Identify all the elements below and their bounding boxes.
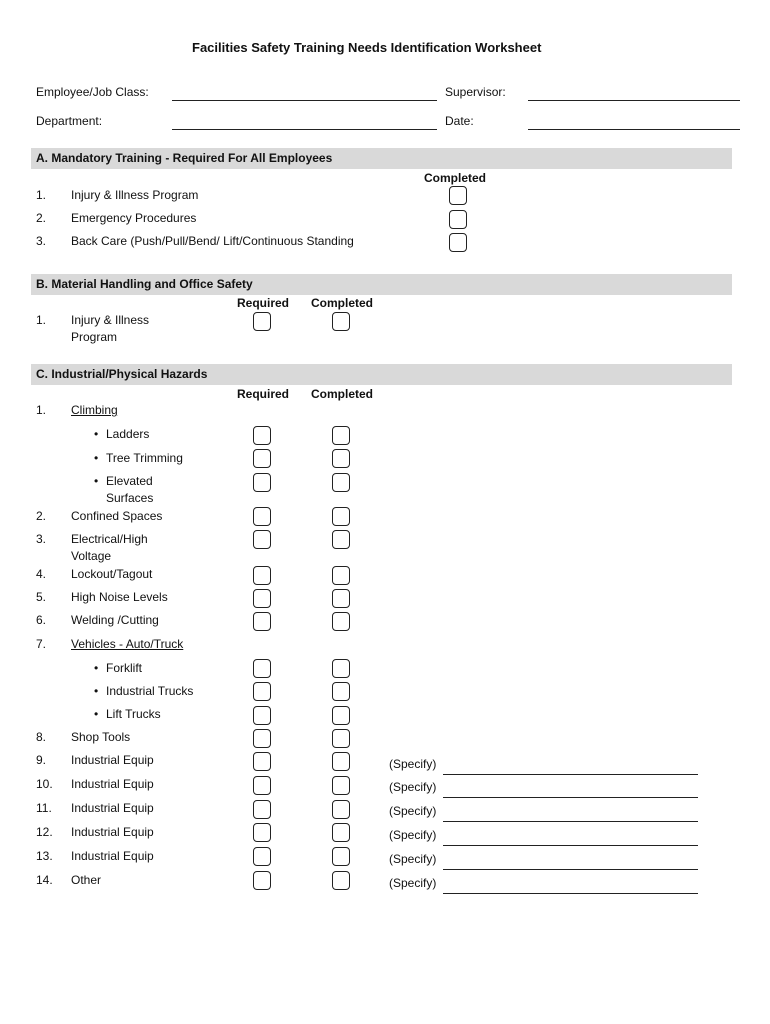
completed-checkbox[interactable] [332, 871, 350, 890]
item-label-vehicles: Vehicles - Auto/Truck [71, 637, 184, 651]
required-checkbox[interactable] [253, 507, 271, 526]
employee-field[interactable] [172, 100, 437, 101]
completed-checkbox[interactable] [332, 473, 350, 492]
required-checkbox[interactable] [253, 729, 271, 748]
item-label: Confined Spaces [71, 509, 163, 523]
completed-checkbox[interactable] [332, 449, 350, 468]
page-title: Facilities Safety Training Needs Identification Worksheet [192, 40, 542, 55]
required-checkbox[interactable] [253, 823, 271, 842]
required-checkbox[interactable] [253, 847, 271, 866]
item-number: 7. [36, 637, 47, 651]
required-checkbox[interactable] [253, 800, 271, 819]
completed-checkbox[interactable] [332, 729, 350, 748]
section-c-completed-header: Completed [311, 387, 374, 401]
specify-field[interactable] [443, 869, 698, 870]
completed-checkbox[interactable] [449, 186, 467, 205]
supervisor-field[interactable] [528, 100, 740, 101]
item-number: 11. [36, 801, 52, 815]
specify-label: (Specify) [389, 757, 437, 771]
sub-item-lift-trucks: Lift Trucks [106, 707, 161, 721]
completed-checkbox[interactable] [332, 682, 350, 701]
completed-checkbox[interactable] [332, 612, 350, 631]
completed-checkbox[interactable] [332, 706, 350, 725]
required-checkbox[interactable] [253, 566, 271, 585]
item-number: 6. [36, 613, 47, 627]
item-number: 2. [36, 211, 47, 225]
section-c-required-header: Required [237, 387, 290, 401]
sub-item-forklift: Forklift [106, 661, 142, 675]
section-b-completed-header: Completed [311, 296, 374, 310]
bullet: • [94, 474, 99, 488]
completed-checkbox[interactable] [449, 210, 467, 229]
completed-checkbox[interactable] [332, 507, 350, 526]
specify-field[interactable] [443, 774, 698, 775]
date-label: Date: [445, 114, 474, 128]
item-number: 2. [36, 509, 47, 523]
item-number: 1. [36, 188, 47, 202]
required-checkbox[interactable] [253, 659, 271, 678]
completed-checkbox[interactable] [332, 659, 350, 678]
section-a-completed-header: Completed [424, 171, 487, 185]
item-label: Electrical/High Voltage [71, 532, 148, 563]
specify-field[interactable] [443, 893, 698, 894]
sub-item-tree-trimming: Tree Trimming [106, 451, 183, 465]
required-checkbox[interactable] [253, 589, 271, 608]
employee-label: Employee/Job Class: [36, 85, 149, 99]
section-a-title: A. Mandatory Training - Required For All Employees [36, 151, 333, 165]
item-label: Industrial Equip [71, 801, 154, 815]
required-checkbox[interactable] [253, 612, 271, 631]
item-number: 8. [36, 730, 47, 744]
item-label: Welding /Cutting [71, 613, 159, 627]
completed-checkbox[interactable] [332, 776, 350, 795]
item-number: 1. [36, 403, 47, 417]
required-checkbox[interactable] [253, 473, 271, 492]
item-number: 14. [36, 873, 53, 887]
required-checkbox[interactable] [253, 682, 271, 701]
bullet: • [94, 684, 99, 698]
required-checkbox[interactable] [253, 871, 271, 890]
item-label: Industrial Equip [71, 777, 154, 791]
completed-checkbox[interactable] [332, 589, 350, 608]
specify-field[interactable] [443, 797, 698, 798]
department-field[interactable] [172, 129, 437, 130]
completed-checkbox[interactable] [332, 312, 350, 331]
item-label: Other [71, 873, 102, 887]
item-number: 10. [36, 777, 53, 791]
item-label: Industrial Equip [71, 849, 154, 863]
sub-item-industrial-trucks: Industrial Trucks [106, 684, 194, 698]
completed-checkbox[interactable] [332, 426, 350, 445]
item-number: 13. [36, 849, 53, 863]
bullet: • [94, 451, 99, 465]
item-label: Injury & Illness Program [71, 188, 199, 202]
completed-checkbox[interactable] [449, 233, 467, 252]
item-label: Injury & Illness Program [71, 313, 150, 344]
item-label: Lockout/Tagout [71, 567, 153, 581]
item-label: Back Care (Push/Pull/Bend/ Lift/Continuous Standing [71, 234, 354, 248]
item-label: Emergency Procedures [71, 211, 197, 225]
completed-checkbox[interactable] [332, 752, 350, 771]
section-b-required-header: Required [237, 296, 290, 310]
required-checkbox[interactable] [253, 426, 271, 445]
required-checkbox[interactable] [253, 530, 271, 549]
completed-checkbox[interactable] [332, 530, 350, 549]
specify-label: (Specify) [389, 780, 437, 794]
item-number: 1. [36, 313, 47, 327]
item-label-climbing: Climbing [71, 403, 118, 417]
specify-field[interactable] [443, 845, 698, 846]
specify-field[interactable] [443, 821, 698, 822]
item-number: 3. [36, 532, 47, 546]
specify-label: (Specify) [389, 804, 437, 818]
section-b-title: B. Material Handling and Office Safety [36, 277, 253, 291]
specify-label: (Specify) [389, 876, 437, 890]
completed-checkbox[interactable] [332, 566, 350, 585]
item-number: 5. [36, 590, 47, 604]
date-field[interactable] [528, 129, 740, 130]
bullet: • [94, 427, 99, 441]
required-checkbox[interactable] [253, 312, 271, 331]
item-number: 3. [36, 234, 47, 248]
department-label: Department: [36, 114, 103, 128]
required-checkbox[interactable] [253, 706, 271, 725]
bullet: • [94, 661, 99, 675]
section-c-title: C. Industrial/Physical Hazards [36, 367, 208, 381]
item-label: Shop Tools [71, 730, 131, 744]
required-checkbox[interactable] [253, 776, 271, 795]
completed-checkbox[interactable] [332, 847, 350, 866]
specify-label: (Specify) [389, 852, 437, 866]
required-checkbox[interactable] [253, 449, 271, 468]
item-number: 9. [36, 753, 47, 767]
completed-checkbox[interactable] [332, 800, 350, 819]
item-label: Industrial Equip [71, 825, 154, 839]
supervisor-label: Supervisor: [445, 85, 506, 99]
item-number: 4. [36, 567, 47, 581]
required-checkbox[interactable] [253, 752, 271, 771]
sub-item-ladders: Ladders [106, 427, 150, 441]
completed-checkbox[interactable] [332, 823, 350, 842]
sub-item-elevated-surfaces: Elevated Surfaces [106, 474, 154, 505]
item-label: High Noise Levels [71, 590, 168, 604]
item-number: 12. [36, 825, 53, 839]
bullet: • [94, 707, 99, 721]
specify-label: (Specify) [389, 828, 437, 842]
item-label: Industrial Equip [71, 753, 154, 767]
